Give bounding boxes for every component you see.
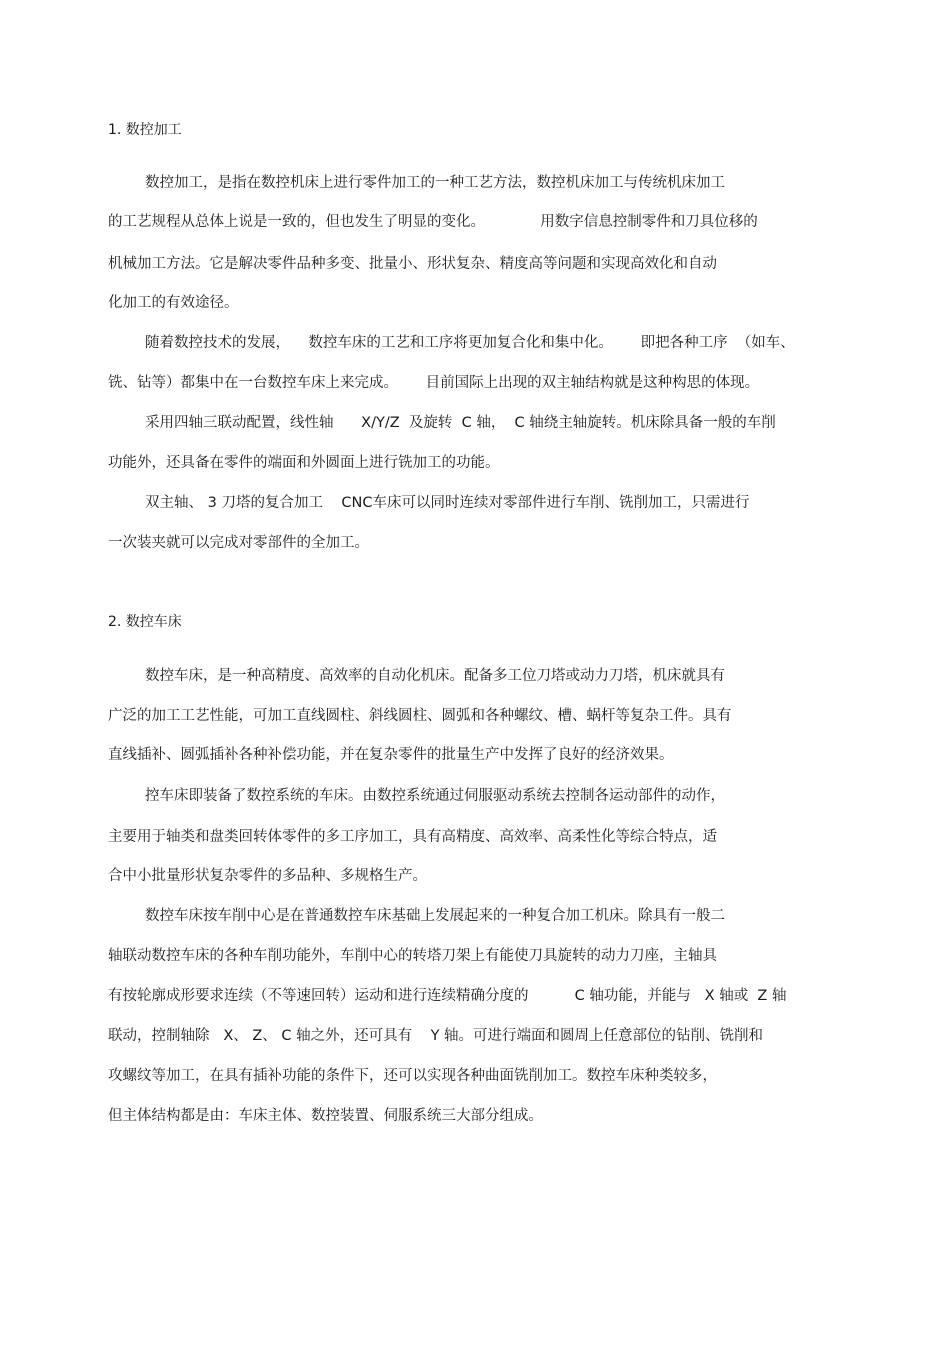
paragraph-line: 化加工的有效途径。 bbox=[108, 295, 239, 311]
paragraph-line: 随着数控技术的发展， 数控车床的工艺和工序将更加复合化和集中化。 即把各种工序 （如车、 bbox=[145, 335, 795, 351]
paragraph-line: 采用四轴三联动配置，线性轴 X/Y/Z 及旋转 C 轴， C 轴绕主轴旋转。机床除具备一般的车削 bbox=[145, 415, 776, 431]
paragraph-line: 一次装夹就可以完成对零部件的全加工。 bbox=[108, 535, 369, 551]
paragraph-line: 数控车床，是一种高精度、高效率的自动化机床。配备多工位刀塔或动力刀塔，机床就具有 bbox=[145, 668, 725, 684]
paragraph-line: 但主体结构都是由：车床主体、数控装置、伺服系统三大部分组成。 bbox=[108, 1108, 543, 1124]
paragraph-line: 数控加工，是指在数控机床上进行零件加工的一种工艺方法，数控机床加工与传统机床加工 bbox=[145, 175, 725, 191]
paragraph-line: 功能外，还具备在零件的端面和外圆面上进行铣加工的功能。 bbox=[108, 455, 500, 471]
paragraph-line: 直线插补、圆弧插补各种补偿功能，并在复杂零件的批量生产中发挥了良好的经济效果。 bbox=[108, 747, 674, 763]
paragraph-line: 广泛的加工工艺性能，可加工直线圆柱、斜线圆柱、圆弧和各种螺纹、槽、蜗杆等复杂工件。具有 bbox=[108, 708, 732, 724]
paragraph-line: 双主轴、 3 刀塔的复合加工 CNC车床可以同时连续对零部件进行车削、铣削加工，只需进行 bbox=[145, 495, 750, 511]
paragraph-line: 主要用于轴类和盘类回转体零件的多工序加工，具有高精度、高效率、高柔性化等综合特点，适 bbox=[108, 829, 717, 845]
paragraph-line: 的工艺规程从总体上说是一致的，但也发生了明显的变化。 用数字信息控制零件和刀具位移的 bbox=[108, 214, 758, 230]
paragraph-line: 攻螺纹等加工，在具有插补功能的条件下，还可以实现各种曲面铣削加工。数控车床种类较多， bbox=[108, 1068, 717, 1084]
paragraph-line: 轴联动数控车床的各种车削功能外，车削中心的转塔刀架上有能使刀具旋转的动力刀座，主轴具 bbox=[108, 948, 717, 964]
section-heading: 1. 数控加工 bbox=[108, 122, 182, 138]
paragraph-line: 联动，控制轴除 X、 Z、 C 轴之外，还可具有 Y 轴。可进行端面和圆周上任意部位的钻削、铣削和 bbox=[108, 1028, 764, 1044]
paragraph-line: 控车床即装备了数控系统的车床。由数控系统通过伺服驱动系统去控制各运动部件的动作， bbox=[145, 788, 725, 804]
section-heading: 2. 数控车床 bbox=[108, 614, 182, 630]
paragraph-line: 合中小批量形状复杂零件的多品种、多规格生产。 bbox=[108, 868, 427, 884]
paragraph-line: 有按轮廓成形要求连续（不等速回转）运动和进行连续精确分度的 C 轴功能，并能与 X 轴或 Z 轴 bbox=[108, 988, 787, 1004]
paragraph-line: 铣、钻等）都集中在一台数控车床上来完成。 目前国际上出现的双主轴结构就是这种构思的体现。 bbox=[108, 375, 760, 391]
paragraph-line: 数控车床按车削中心是在普通数控车床基础上发展起来的一种复合加工机床。除具有一般二 bbox=[145, 908, 725, 924]
paragraph-line: 机械加工方法。它是解决零件品种多变、批量小、形状复杂、精度高等问题和实现高效化和自动 bbox=[108, 256, 717, 272]
